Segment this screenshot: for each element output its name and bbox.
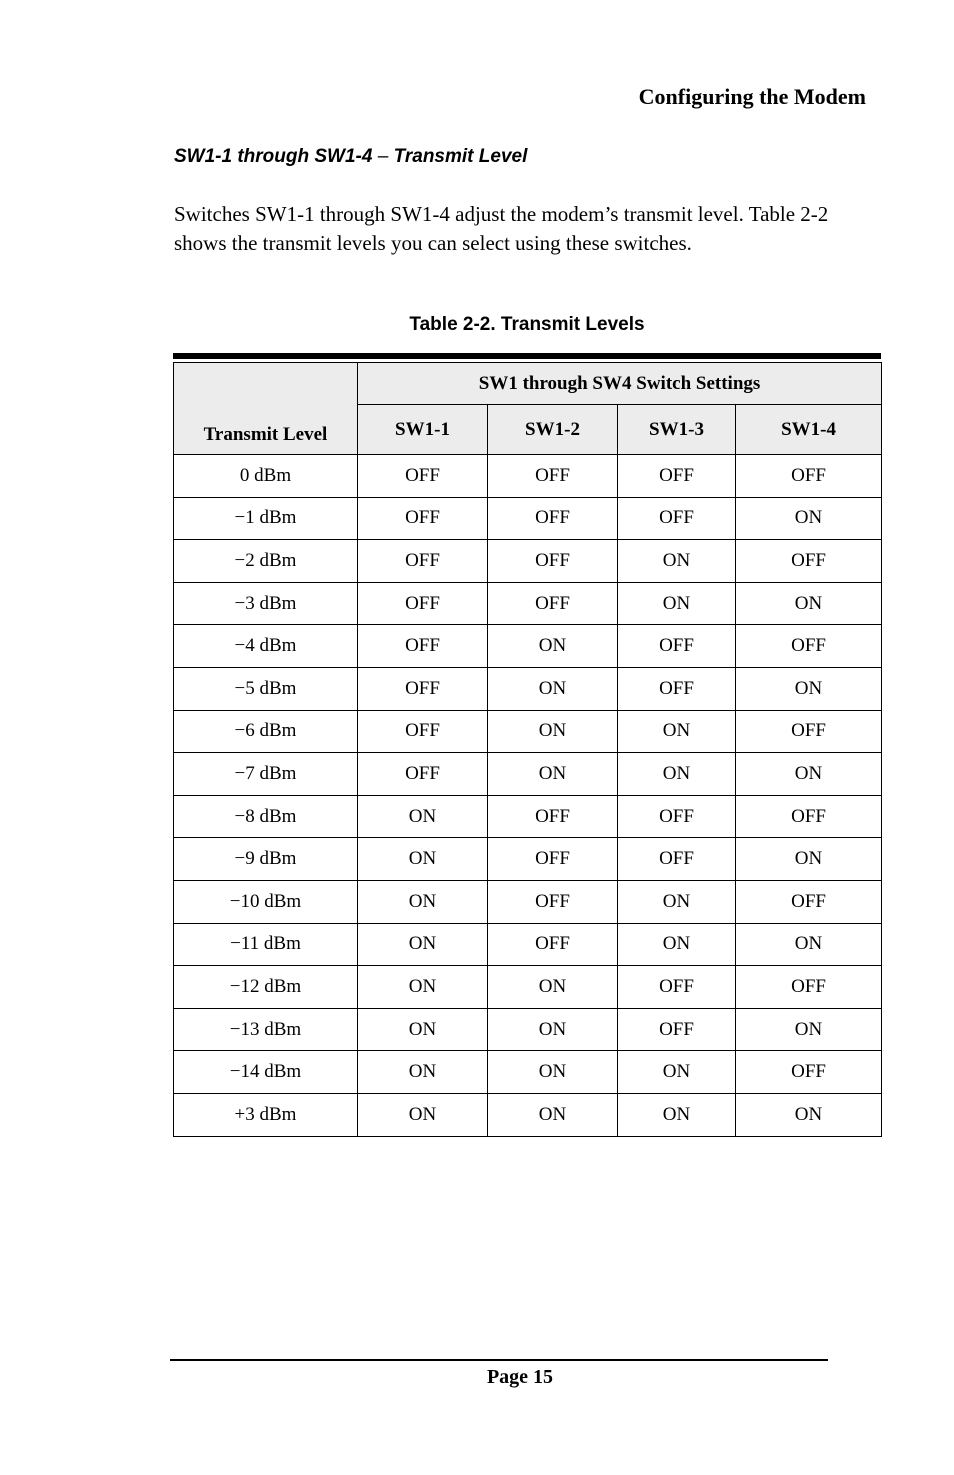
transmit-level-cell: −14 dBm — [174, 1051, 358, 1094]
page-number: Page 15 — [486, 1366, 554, 1388]
table-row — [174, 753, 882, 796]
switch-setting-cell-sw1-1: OFF — [358, 710, 488, 753]
switch-setting-cell-sw1-1: ON — [358, 1093, 488, 1136]
switch-setting-cell-sw1-4: ON — [736, 1093, 882, 1136]
section-heading-topic: Transmit Level — [393, 146, 528, 167]
switch-setting-cell-sw1-2: OFF — [488, 838, 618, 881]
switch-setting-cell-sw1-3: ON — [618, 1093, 736, 1136]
switch-setting-cell-sw1-1: ON — [358, 880, 488, 923]
switch-setting-cell-sw1-4: ON — [736, 1008, 882, 1051]
switch-setting-cell-sw1-4: OFF — [736, 540, 882, 583]
switch-setting-cell-sw1-2: ON — [488, 710, 618, 753]
transmit-level-cell: +3 dBm — [174, 1093, 358, 1136]
section-heading — [174, 146, 527, 168]
switch-setting-cell-sw1-4: ON — [736, 838, 882, 881]
transmit-level-cell: −8 dBm — [174, 795, 358, 838]
running-header: Configuring the Modem — [638, 84, 866, 109]
switch-setting-cell-sw1-2: ON — [488, 966, 618, 1009]
switch-setting-cell-sw1-3: OFF — [618, 667, 736, 710]
switch-setting-cell-sw1-2: OFF — [488, 795, 618, 838]
transmit-level-cell: −10 dBm — [174, 880, 358, 923]
transmit-level-cell: −3 dBm — [174, 582, 358, 625]
switch-setting-cell-sw1-2: ON — [488, 1008, 618, 1051]
section-heading-switches: SW1-1 through SW1-4 — [174, 146, 373, 167]
switch-setting-cell-sw1-2: OFF — [488, 582, 618, 625]
table-row — [174, 455, 882, 498]
switch-setting-cell-sw1-1: ON — [358, 1008, 488, 1051]
transmit-level-column-header: Transmit Level — [174, 363, 358, 455]
switch-setting-cell-sw1-1: OFF — [358, 667, 488, 710]
switch-setting-cell-sw1-3: OFF — [618, 966, 736, 1009]
switch-setting-cell-sw1-2: OFF — [488, 455, 618, 498]
switch-setting-cell-sw1-2: ON — [488, 753, 618, 796]
table-row — [174, 667, 882, 710]
table-body — [174, 455, 882, 1137]
table-row — [174, 1093, 882, 1136]
switch-setting-cell-sw1-4: ON — [736, 753, 882, 796]
switch-setting-cell-sw1-1: OFF — [358, 540, 488, 583]
switch-setting-cell-sw1-1: ON — [358, 1051, 488, 1094]
column-header-sw1-4: SW1-4 — [736, 405, 882, 455]
footer-rule — [170, 1359, 828, 1361]
switch-setting-cell-sw1-3: OFF — [618, 1008, 736, 1051]
switch-setting-cell-sw1-4: OFF — [736, 795, 882, 838]
table-top-rule — [173, 353, 881, 359]
switch-setting-cell-sw1-3: ON — [618, 923, 736, 966]
switch-setting-cell-sw1-4: OFF — [736, 625, 882, 668]
switch-setting-cell-sw1-3: OFF — [618, 625, 736, 668]
switch-setting-cell-sw1-4: OFF — [736, 1051, 882, 1094]
switch-setting-cell-sw1-2: ON — [488, 1051, 618, 1094]
switch-setting-cell-sw1-4: OFF — [736, 880, 882, 923]
switch-setting-cell-sw1-4: ON — [736, 667, 882, 710]
switch-setting-cell-sw1-3: OFF — [618, 497, 736, 540]
transmit-level-cell: −12 dBm — [174, 966, 358, 1009]
transmit-level-cell: −6 dBm — [174, 710, 358, 753]
switch-setting-cell-sw1-3: ON — [618, 710, 736, 753]
table-row — [174, 625, 882, 668]
table-row — [174, 1008, 882, 1051]
switch-setting-cell-sw1-2: ON — [488, 625, 618, 668]
switch-setting-cell-sw1-3: ON — [618, 753, 736, 796]
switch-setting-cell-sw1-2: OFF — [488, 923, 618, 966]
switch-setting-cell-sw1-3: ON — [618, 540, 736, 583]
switch-setting-cell-sw1-4: OFF — [736, 455, 882, 498]
transmit-level-cell: −5 dBm — [174, 667, 358, 710]
switch-setting-cell-sw1-3: OFF — [618, 838, 736, 881]
table-header-row — [174, 363, 882, 405]
column-header-sw1-1: SW1-1 — [358, 405, 488, 455]
transmit-level-cell: −9 dBm — [174, 838, 358, 881]
switch-setting-cell-sw1-1: ON — [358, 838, 488, 881]
transmit-level-cell: −13 dBm — [174, 1008, 358, 1051]
table-row — [174, 838, 882, 881]
transmit-level-cell: −1 dBm — [174, 497, 358, 540]
switch-setting-cell-sw1-3: ON — [618, 1051, 736, 1094]
table-row — [174, 582, 882, 625]
switch-setting-cell-sw1-1: ON — [358, 966, 488, 1009]
switch-setting-cell-sw1-3: OFF — [618, 455, 736, 498]
column-header-sw1-2: SW1-2 — [488, 405, 618, 455]
table-caption: Table 2-2. Transmit Levels — [409, 314, 645, 335]
switch-setting-cell-sw1-1: OFF — [358, 625, 488, 668]
table-row — [174, 795, 882, 838]
switch-setting-cell-sw1-4: OFF — [736, 966, 882, 1009]
switch-setting-cell-sw1-1: OFF — [358, 753, 488, 796]
table-row — [174, 880, 882, 923]
switch-setting-cell-sw1-3: ON — [618, 582, 736, 625]
switch-setting-cell-sw1-4: ON — [736, 582, 882, 625]
switch-setting-cell-sw1-2: ON — [488, 1093, 618, 1136]
switch-setting-cell-sw1-1: ON — [358, 923, 488, 966]
table-row — [174, 966, 882, 1009]
switch-setting-cell-sw1-4: OFF — [736, 710, 882, 753]
switch-setting-cell-sw1-1: OFF — [358, 455, 488, 498]
switch-setting-cell-sw1-4: ON — [736, 497, 882, 540]
switch-settings-group-header: SW1 through SW4 Switch Settings — [358, 363, 882, 405]
column-header-sw1-3: SW1-3 — [618, 405, 736, 455]
switch-setting-cell-sw1-3: ON — [618, 880, 736, 923]
table-row — [174, 497, 882, 540]
switch-setting-cell-sw1-2: OFF — [488, 540, 618, 583]
switch-setting-cell-sw1-2: ON — [488, 667, 618, 710]
table-row — [174, 540, 882, 583]
transmit-level-cell: −11 dBm — [174, 923, 358, 966]
switch-setting-cell-sw1-1: OFF — [358, 497, 488, 540]
transmit-level-cell: 0 dBm — [174, 455, 358, 498]
switch-setting-cell-sw1-4: ON — [736, 923, 882, 966]
table-row — [174, 1051, 882, 1094]
table-row — [174, 710, 882, 753]
transmit-level-cell: −2 dBm — [174, 540, 358, 583]
table-row — [174, 923, 882, 966]
transmit-level-cell: −7 dBm — [174, 753, 358, 796]
switch-setting-cell-sw1-2: OFF — [488, 497, 618, 540]
switch-setting-cell-sw1-2: OFF — [488, 880, 618, 923]
switch-setting-cell-sw1-1: OFF — [358, 582, 488, 625]
intro-paragraph: Switches SW1-1 through SW1-4 adjust the modem’s transmit level. Table 2-2 shows the transmit levels you can select using these switches. — [174, 202, 829, 255]
section-heading-dash: – — [377, 146, 389, 167]
switch-setting-cell-sw1-3: OFF — [618, 795, 736, 838]
transmit-level-table — [173, 362, 882, 1137]
transmit-level-cell: −4 dBm — [174, 625, 358, 668]
switch-setting-cell-sw1-1: ON — [358, 795, 488, 838]
